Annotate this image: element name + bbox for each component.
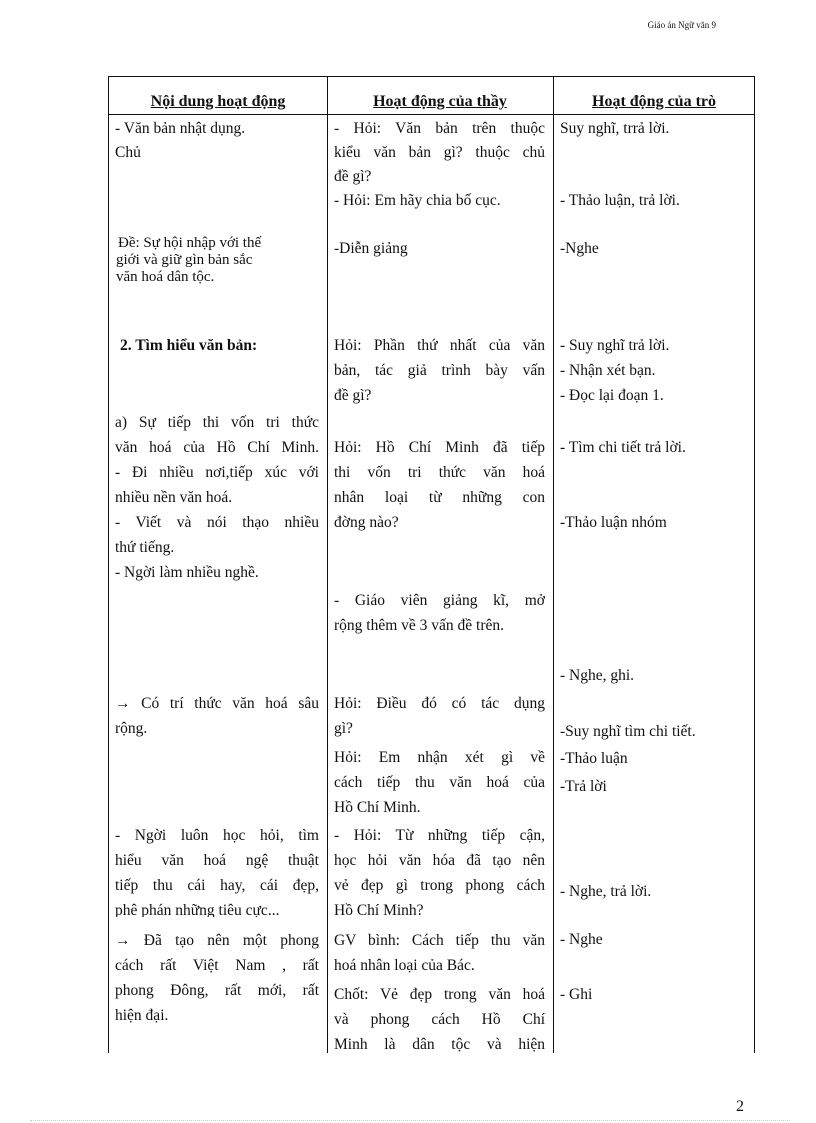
table-border-top [108, 76, 755, 77]
table-header-divider [108, 114, 755, 115]
cell-text: nhân loại từ những con [334, 489, 545, 506]
cell-text: - Viết và nói thạo nhiều [115, 514, 319, 531]
cell-text: → Đã tạo nên một phong [115, 932, 319, 949]
cell-text: thi vốn tri thức văn hoá [334, 464, 545, 481]
cell-text: bản, tác giả trình bày vấn [334, 362, 545, 379]
footer-divider [30, 1120, 790, 1121]
cell-text: văn hoá của Hồ Chí Minh. [115, 439, 319, 456]
cell-text: Hỏi: Hồ Chí Minh đã tiếp [334, 439, 545, 456]
table-border-right [754, 76, 755, 1053]
cell-text: -Nghe [560, 240, 599, 257]
column-header-teacher: Hoạt động của thầy [373, 93, 507, 110]
cell-text: -Diễn giảng [334, 240, 408, 257]
cell-text: Hỏi: Điều đó có tác dụng [334, 695, 545, 712]
cell-text: -Trả lời [560, 778, 607, 795]
cell-text: - Tìm chi tiết trả lời. [560, 439, 686, 456]
cell-text: học hỏi văn hóa đã tạo nên [334, 852, 545, 869]
cell-text: - Hỏi: Văn bản trên thuộc [334, 120, 545, 137]
cell-text: hiểu văn hoá ngệ thuật [115, 852, 319, 869]
cell-text: rộng. [115, 720, 148, 737]
cell-text: - Ngời làm nhiều nghề. [115, 564, 259, 581]
cell-text: cách tiếp thu văn hoá của [334, 774, 545, 791]
cell-text: - Hỏi: Em hãy chia bố cục. [334, 192, 501, 209]
column-header-content: Nội dung hoạt động [150, 93, 286, 110]
cell-text: - Nghe, ghi. [560, 667, 635, 684]
cell-text: phê phán những tiêu cực... [115, 902, 280, 917]
column-header-student: Hoạt động của trò [592, 93, 716, 110]
cell-text: và phong cách Hồ Chí [334, 1011, 545, 1028]
cell-text: - Nghe, trả lời. [560, 883, 652, 900]
cell-text: Chủ [115, 144, 141, 161]
cell-text: Suy nghĩ, trrả lời. [560, 120, 670, 137]
cell-text: đờng nào? [334, 514, 399, 531]
cell-text: Chốt: Vẻ đẹp trong văn hoá [334, 986, 545, 1003]
cell-text: - Đi nhiều nơi,tiếp xúc với [115, 464, 319, 481]
table-divider-2 [553, 76, 554, 1053]
cell-text: -Thảo luận [560, 750, 628, 767]
cell-text: thứ tiếng. [115, 539, 175, 556]
cell-text: hiện đại. [115, 1007, 169, 1024]
cell-text: giới và giữ gìn bản sắc [116, 252, 253, 268]
cell-text: - Nghe [560, 931, 603, 948]
cell-text: vẻ đẹp gì trong phong cách [334, 877, 545, 894]
page-header: Giáo án Ngữ văn 9 [647, 20, 716, 30]
cell-text: gì? [334, 720, 353, 737]
cell-text: đề gì? [334, 387, 372, 404]
page-number: 2 [736, 1098, 744, 1115]
table-divider-1 [327, 76, 328, 1053]
cell-text: -Suy nghĩ tìm chi tiết. [560, 723, 696, 740]
cell-text: rộng thêm về 3 vấn đề trên. [334, 617, 505, 634]
cell-text: Hỏi: Em nhận xét gì về [334, 749, 545, 766]
cell-text: - Suy nghĩ trả lời. [560, 337, 670, 354]
cell-text: phong Đông, rất mới, rất [115, 982, 319, 999]
cell-text: - Thảo luận, trả lời. [560, 192, 680, 209]
cell-text: - Giáo viên giảng kĩ, mở [334, 592, 545, 609]
cell-text: Hỏi: Phần thứ nhất của văn [334, 337, 545, 354]
cell-text: - Văn bản nhật dụng. [115, 120, 246, 137]
cell-text: cách rất Việt Nam , rất [115, 957, 319, 974]
cell-text: - Nhận xét bạn. [560, 362, 656, 379]
cell-text: Hồ Chí Minh. [334, 799, 421, 816]
cell-text: -Thảo luận nhóm [560, 514, 667, 531]
cell-text: - Đọc lại đoạn 1. [560, 387, 664, 404]
cell-text: GV bình: Cách tiếp thu văn [334, 932, 545, 949]
cell-text: a) Sự tiếp thi vốn tri thức [115, 414, 319, 431]
cell-text: - Ngời luôn học hỏi, tìm [115, 827, 319, 844]
section-heading: 2. Tìm hiểu văn bản: [120, 337, 258, 354]
table-border-left [108, 76, 109, 1053]
cell-text: tiếp thu cái hay, cái đẹp, [115, 877, 319, 894]
cell-text: Minh là dân tộc và hiện [334, 1036, 545, 1053]
cell-text: Đề: Sự hội nhập với thế [118, 235, 262, 251]
cell-text: → Có trí thức văn hoá sâu [115, 695, 319, 712]
cell-text: - Ghi [560, 986, 593, 1003]
cell-text: đề gì? [334, 168, 372, 185]
cell-text: kiểu văn bản gì? thuộc chủ [334, 144, 545, 161]
cell-text: - Hỏi: Từ những tiếp cận, [334, 827, 545, 844]
cell-text: hoá nhân loại của Bác. [334, 957, 475, 974]
cell-text: văn hoá dân tộc. [116, 269, 215, 285]
cell-text: nhiều nền văn hoá. [115, 489, 233, 506]
cell-text: Hồ Chí Minh? [334, 902, 424, 919]
